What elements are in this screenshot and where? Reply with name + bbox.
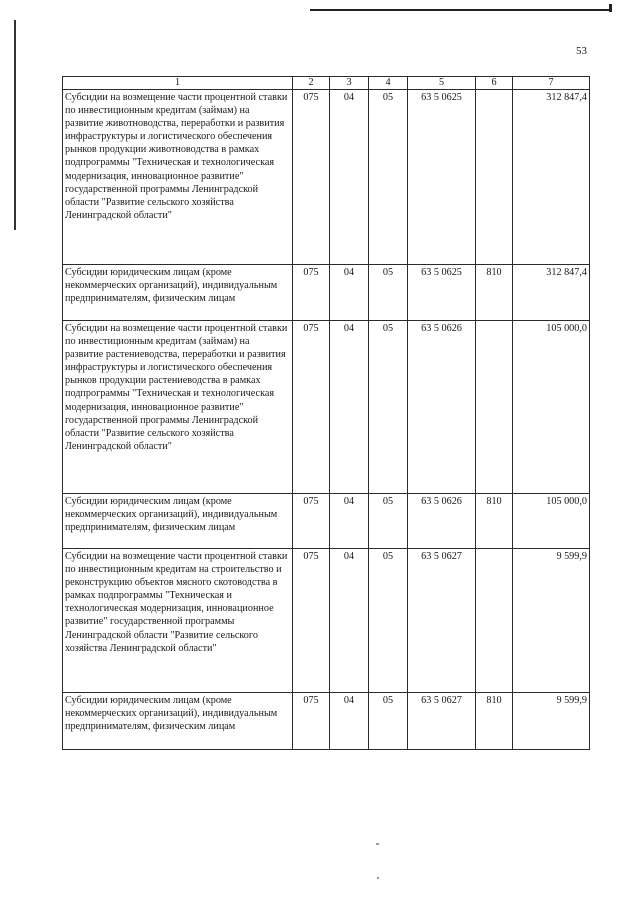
table-row [63, 265, 590, 321]
column-header-1: 1 [63, 77, 293, 90]
row-section-code: 04 [330, 265, 369, 321]
row-section-code: 04 [330, 90, 369, 265]
column-header-2: 2 [293, 77, 330, 90]
row-target-code: 63 5 0625 [408, 90, 476, 265]
row-ministry-code: 075 [293, 321, 330, 494]
row-ministry-code: 075 [293, 549, 330, 693]
table-row [63, 549, 590, 693]
row-section-code: 04 [330, 494, 369, 549]
table-row [63, 693, 590, 750]
scan-artifact-corner-mark [609, 4, 612, 12]
row-ministry-code: 075 [293, 693, 330, 750]
row-ministry-code: 075 [293, 90, 330, 265]
row-target-code: 63 5 0625 [408, 265, 476, 321]
row-ministry-code: 075 [293, 494, 330, 549]
row-expense-type [476, 549, 513, 693]
row-subsection-code: 05 [369, 693, 408, 750]
scan-speck [376, 843, 379, 845]
table-header-row [63, 77, 590, 90]
column-header-3: 3 [330, 77, 369, 90]
row-subsection-code: 05 [369, 494, 408, 549]
row-amount: 9 599,9 [513, 693, 590, 750]
table-row [63, 321, 590, 494]
page-number: 53 [576, 45, 587, 57]
row-description: Субсидии на возмещение части процентной ставки по инвестиционным кредитам на строительство и реконструкцию объектов мясного скотоводства в рамках подпрограммы "Техническая и технологическая модернизация, инновационное развитие" государственной программы Ленинградской области "Развитие сельского хозяйства Ленинградской области" [63, 549, 293, 693]
row-expense-type [476, 90, 513, 265]
column-header-6: 6 [476, 77, 513, 90]
row-target-code: 63 5 0626 [408, 494, 476, 549]
row-section-code: 04 [330, 693, 369, 750]
table-row [63, 494, 590, 549]
row-amount: 105 000,0 [513, 321, 590, 494]
row-description: Субсидии юридическим лицам (кроме некоммерческих организаций), индивидуальным предпринимателям, физическим лицам [63, 265, 293, 321]
row-subsection-code: 05 [369, 265, 408, 321]
row-section-code: 04 [330, 321, 369, 494]
row-expense-type: 810 [476, 693, 513, 750]
column-header-5: 5 [408, 77, 476, 90]
row-amount: 9 599,9 [513, 549, 590, 693]
budget-table [62, 76, 590, 750]
scan-artifact-top-line [310, 9, 610, 11]
row-ministry-code: 075 [293, 265, 330, 321]
row-section-code: 04 [330, 549, 369, 693]
table-row [63, 90, 590, 265]
row-subsection-code: 05 [369, 549, 408, 693]
row-target-code: 63 5 0626 [408, 321, 476, 494]
scan-artifact-left-line [14, 20, 16, 230]
row-subsection-code: 05 [369, 90, 408, 265]
row-expense-type: 810 [476, 494, 513, 549]
scan-speck [377, 877, 379, 879]
column-header-4: 4 [369, 77, 408, 90]
row-amount: 105 000,0 [513, 494, 590, 549]
row-target-code: 63 5 0627 [408, 549, 476, 693]
row-description: Субсидии на возмещение части процентной ставки по инвестиционным кредитам (займам) на развитие растениеводства, переработки и развития инфраструктуры и логистического обеспечения рынков продукции растениеводства в рамках подпрограммы "Техническая и технологическая модернизация, инновационное развитие" государственной программы Ленинградской области "Развитие сельского хозяйства Ленинградской области" [63, 321, 293, 494]
row-description: Субсидии юридическим лицам (кроме некоммерческих организаций), индивидуальным предпринимателям, физическим лицам [63, 494, 293, 549]
row-amount: 312 847,4 [513, 265, 590, 321]
row-amount: 312 847,4 [513, 90, 590, 265]
row-target-code: 63 5 0627 [408, 693, 476, 750]
column-header-7: 7 [513, 77, 590, 90]
row-description: Субсидии на возмещение части процентной ставки по инвестиционным кредитам (займам) на развитие животноводства, переработки и развития инфраструктуры и логистического обеспечения рынков продукции животноводства в рамках подпрограммы "Техническая и технологическая модернизация, инновационное развитие" государственной программы Ленинградской области "Развитие сельского хозяйства Ленинградской области" [63, 90, 293, 265]
row-expense-type: 810 [476, 265, 513, 321]
row-subsection-code: 05 [369, 321, 408, 494]
row-expense-type [476, 321, 513, 494]
row-description: Субсидии юридическим лицам (кроме некоммерческих организаций), индивидуальным предпринимателям, физическим лицам [63, 693, 293, 750]
